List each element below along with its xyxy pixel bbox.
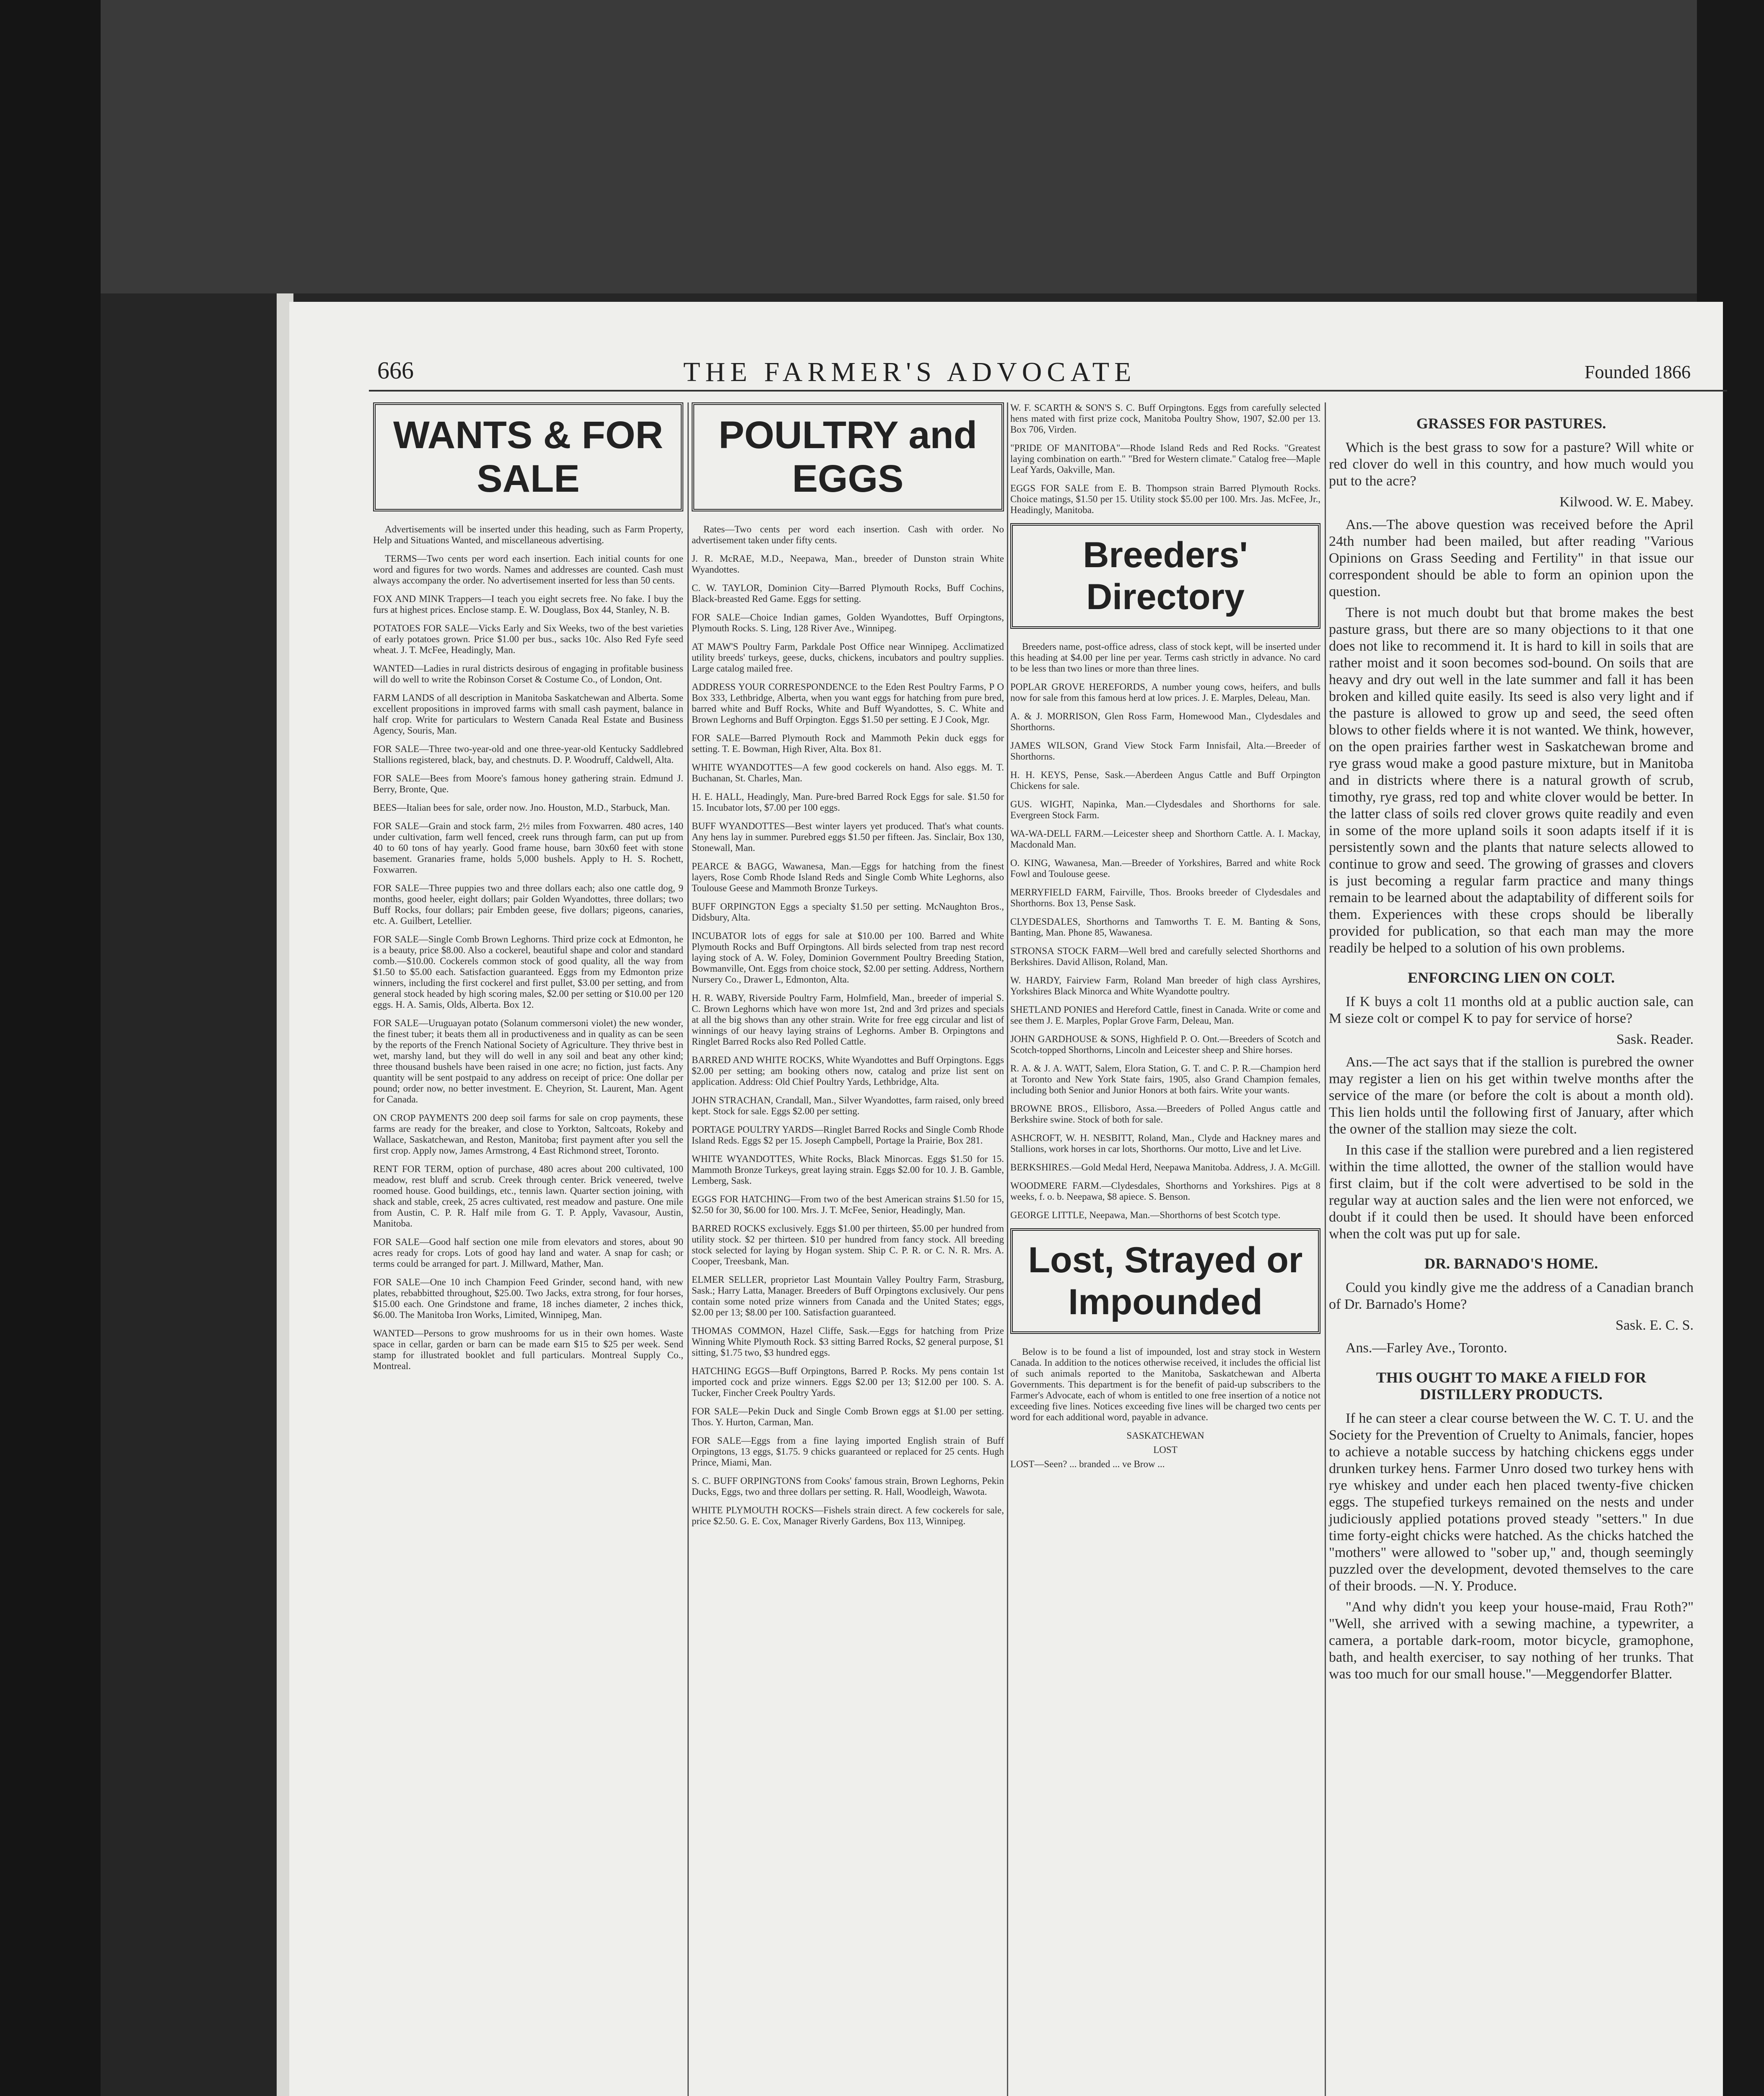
poultry-ad: C. W. TAYLOR, Dominion City—Barred Plymouth Rocks, Buff Cochins, Black-breasted Red Game. Eggs for setting.: [692, 583, 1004, 604]
breeder-card: A. & J. MORRISON, Glen Ross Farm, Homewood Man., Clydesdales and Shorthorns.: [1010, 711, 1320, 732]
lost-intro: Below is to be found a list of impounded, lost and stray stock in Western Canada. In addition to the notices otherwise received, it includes the official list of such animals reported to the Manitoba, Saskatchewan and Alberta Governments. This department is for the benefit of paid-up subscribers to the Farmer's Advocate, each of whom is entitled to one free insertion of a notice not exceeding five lines. Notices exceeding five lines will be charged two cents per word for each additional word, payable in advance.: [1010, 1346, 1320, 1422]
poultry-ad: EGGS FOR SALE from E. B. Thompson strain Barred Plymouth Rocks. Choice matings, $1.50 per 15. Utility stock $5.00 per 100. Mrs. Jas. McFee, Jr., Headingly, Manitoba.: [1010, 483, 1320, 515]
poultry-ad: "PRIDE OF MANITOBA"—Rhode Island Reds and Red Rocks. "Greatest laying combination on earth." "Bred for Western climate." Catalog free—Maple Leaf Yards, Oakville, Man.: [1010, 443, 1320, 475]
wants-intro: Advertisements will be inserted under this heading, such as Farm Property, Help and Situations Wanted, and miscellaneous advertising.: [373, 524, 683, 545]
answer-text: Ans.—Farley Ave., Toronto.: [1346, 1340, 1507, 1356]
breeder-card: BROWNE BROS., Ellisboro, Assa.—Breeders of Polled Angus cattle and Berkshire swine. Stock of both for sale.: [1010, 1103, 1320, 1125]
question-signature: Sask. Reader.: [1616, 1032, 1694, 1047]
breeder-card: MERRYFIELD FARM, Fairville, Thos. Brooks breeder of Clydesdales and Shorthorns. Box 13, Pense Sask.: [1010, 887, 1320, 908]
breeder-card: GUS. WIGHT, Napinka, Man.—Clydesdales and Shorthorns for sale. Evergreen Stock Farm.: [1010, 799, 1320, 820]
poultry-ad: WHITE WYANDOTTES, White Rocks, Black Minorcas. Eggs $1.50 for 15. Mammoth Bronze Turkeys, great laying strain. Eggs $2.00 for 10. J. B. Gamble, Lemberg, Sask.: [692, 1154, 1004, 1186]
breeder-card: R. A. & J. A. WATT, Salem, Elora Station, G. T. and C. P. R.—Champion herd at Toronto and New York State fairs, 1905, also Grand Champion females, including both Senior and Junior Honors at both fairs. Write your wants.: [1010, 1063, 1320, 1095]
masthead-title: THE FARMER'S ADVOCATE: [683, 357, 1136, 387]
qa-section: [1329, 969, 1694, 1243]
poultry-ad: BARRED AND WHITE ROCKS, White Wyandottes and Buff Orpingtons. Eggs $2.00 per setting; am booking others now, catalog and prize list sent on application. Address: Old Chief Poultry Yards, Lethbridge, Alta.: [692, 1055, 1004, 1087]
question-signature: Sask. E. C. S.: [1615, 1318, 1694, 1333]
wants-terms: TERMS—Two cents per word each insertion. Each initial counts for one word and figures for two words. Names and addresses are counted. Cash must always accompany the order. No advertisement inserted for less than 50 cents.: [373, 553, 683, 586]
qa-section: [1329, 1599, 1694, 1683]
classified-ad: POTATOES FOR SALE—Vicks Early and Six Weeks, two of the best varieties of early potatoes grown. Price $1.00 per bus., sacks 10c. Also Red Fyfe seed wheat. J. T. McFee, Headingly, Man.: [373, 623, 683, 655]
column-divider: [687, 402, 689, 2096]
poultry-eggs-heading: POULTRY and EGGS: [692, 402, 1004, 511]
section-title: ENFORCING LIEN ON COLT.: [1407, 969, 1615, 986]
classified-ad: WANTED—Persons to grow mushrooms for us in their own homes. Waste space in cellar, garden or barn can be made earn $15 to $25 per week. Send stamp for illustrated booklet and full particulars. Montreal Supply Co., Montreal.: [373, 1328, 683, 1371]
section-body: There is not much doubt but that brome makes the best pasture grass, but there are so many objections to it that one does not like to recommend it. It is hard to kill in soils that are rather moist and it soon becomes sod-bound. On soils that are heavy and dry out well in the late summer and fall it has been broken and killed quite easily. Its seed is also very light and if the pasture is allowed to grow up and seed, the seed often blows to other fields where it is not wanted. We think, however, on the open prairies farther west in Saskatchewan brome and rye grass woud make a good pasture mixture, but in Manitoba and in districts where there is a natural growth of scrub, timothy, rye grass, red top and white clover would be better. In the latter class of soils red clover grows quite readily and even in some of the more upland soils it soon adapts itself if it is persistently sown and the plants that nature selects allowed to continue to grow and seed. The growing of grasses and clovers is just becoming a regular farm practice and many things remain to be learned about the adaptability of different soils for them. Experiences with these crops should be liberally provided for publication, so that each man may the more readily be helped to a solution of his own problems.: [1329, 605, 1694, 956]
breeder-card: WA-WA-DELL FARM.—Leicester sheep and Shorthorn Cattle. A. I. Mackay, Macdonald Man.: [1010, 828, 1320, 850]
column-questions-answers: [1329, 402, 1694, 1687]
poultry-ad: ADDRESS YOUR CORRESPONDENCE to the Eden Rest Poultry Farms, P O Box 333, Lethbridge, Alberta, when you want eggs for hatching from pure bred, barred white and Buff Rocks, White and Buff Wyandottes, S. C. White and Brown Leghorns and Buff Orpington. Eggs $1.50 per setting. E J Cook, Mgr.: [692, 682, 1004, 725]
classified-ad: FOR SALE—Grain and stock farm, 2½ miles from Foxwarren. 480 acres, 140 under cultivation, farm well fenced, creek runs through farm, can put up from 40 to 60 tons of hay yearly. Good frame house, barn 30x60 feet with stone basement. Granaries frame, holds 5,000 bushels. Apply to H. S. Rochett, Foxwarren.: [373, 821, 683, 875]
qa-section-list: [1329, 415, 1694, 1683]
breeder-card: O. KING, Wawanesa, Man.—Breeder of Yorkshires, Barred and white Rock Fowl and Toulouse geese.: [1010, 858, 1320, 879]
poultry-ad: BUFF WYANDOTTES—Best winter layers yet produced. That's what counts. Any hens lay in summer. Purebred eggs $1.50 per fifteen. Jas. Sinclair, Box 130, Stonewall, Man.: [692, 821, 1004, 853]
section-body: If he can steer a clear course between the W. C. T. U. and the Society for the Prevention of Cruelty to Animals, fancier, hopes to achieve a notable success by hatching chickens eggs under drunken turkey hens. Farmer Unro dosed two turkey hens with rye whiskey and under each hen placed twenty-five chicken eggs. The stupefied turkeys remained on the nests and under judiciously applied potations proved steady "setters." In due time forty-eight chicks were hatched. As the chicks hatched the "mothers" were allowed to "sober up," and, though seemingly puzzled over the development, devoted themselves to the care of their broods. —N. Y. Produce.: [1329, 1411, 1694, 1594]
classified-ad: ON CROP PAYMENTS 200 deep soil farms for sale on crop payments, these farms are ready for the breaker, and close to Yorkton, Saltcoats, Rokeby and Wallace, Saskatchewan, and Reston, Manitoba; first payment after you sell the first crop. Apply now, James Armstrong, 4 East Richmond street, Toronto.: [373, 1113, 683, 1156]
breeders-directory-heading: Breeders' Directory: [1010, 523, 1320, 629]
poultry-ad: PORTAGE POULTRY YARDS—Ringlet Barred Rocks and Single Comb Rhode Island Reds. Eggs $2 per 15. Joseph Campbell, Portage la Prairie, Box 281.: [692, 1124, 1004, 1146]
poultry-ad: J. R. McRAE, M.D., Neepawa, Man., breeder of Dunston strain White Wyandottes.: [692, 553, 1004, 575]
poultry-ad-list-continued: [1010, 402, 1320, 516]
poultry-ad: PEARCE & BAGG, Wawanesa, Man.—Eggs for hatching from the finest layers, Rose Comb Rhode Island Reds and Single Comb White Leghorns, also Toulouse Geese and Mammoth Bronze Turkeys.: [692, 861, 1004, 893]
breeder-card: JAMES WILSON, Grand View Stock Farm Innisfail, Alta.—Breeder of Shorthorns.: [1010, 740, 1320, 762]
poultry-ad: JOHN STRACHAN, Crandall, Man., Silver Wyandottes, farm raised, only breed kept. Stock for sale. Eggs $2.00 per setting.: [692, 1095, 1004, 1116]
breeder-card: JOHN GARDHOUSE & SONS, Highfield P. O. Ont.—Breeders of Scotch and Scotch-topped Shorthorns, Lincoln and Leicester sheep and Shire horses.: [1010, 1034, 1320, 1055]
scan-background-top: [101, 0, 1697, 293]
poultry-ad: INCUBATOR lots of eggs for sale at $10.00 per 100. Barred and White Plymouth Rocks and Buff Orpingtons. All birds selected from trap nest record laying stock of A. W. Foley, Dominion Government Poultry Breeding Station, Bowmanville, Ont. Eggs from choice stock, $2.00 per setting. Address, Northern Nursery Co., Drawer L, Edmonton, Alta.: [692, 931, 1004, 985]
column-poultry-eggs: [692, 402, 1004, 1534]
column-divider: [1325, 402, 1326, 2096]
header-rule: [369, 390, 1727, 392]
question-text: Which is the best grass to sow for a pasture? Will white or red clover do well in this country, and how much would you put to the acre?: [1329, 440, 1694, 489]
poultry-ad: WHITE WYANDOTTES—A few good cockerels on hand. Also eggs. M. T. Buchanan, St. Charles, Man.: [692, 762, 1004, 783]
question-text: Could you kindly give me the address of a Canadian branch of Dr. Barnado's Home?: [1329, 1280, 1694, 1312]
section-body: In this case if the stallion were purebred and a lien registered within the time allotted, the owner of the stallion would have first claim, but if the colt were advertised to be sold in the regular way at auction sales and the lien were not enforced, we doubt if it could then be used. It should have been enforced when the colt was put up for sale.: [1329, 1142, 1694, 1242]
answer-text: Ans.—The act says that if the stallion is purebred the owner may register a lien on his get within twelve months after the service of the mare (or before the colt is about a month old). This lien holds until the following first of January, after which the owner of the stallion may sieze the colt.: [1329, 1054, 1694, 1137]
wants-ad-list: [373, 594, 683, 1372]
founded-label: Founded 1866: [1585, 362, 1691, 382]
answer-text: Ans.—The above question was received before the April 24th number had been mailed, but after reading "Various Opinions on Grass Seeding and Fertility" in that issue our correspondent should be able to form an opinion upon the question.: [1329, 517, 1694, 599]
classified-ad: FOR SALE—Bees from Moore's famous honey gathering strain. Edmund J. Berry, Bronte, Que.: [373, 773, 683, 794]
breeder-card: GEORGE LITTLE, Neepawa, Man.—Shorthorns of best Scotch type.: [1010, 1210, 1281, 1220]
section-body: "And why didn't you keep your house-maid, Frau Roth?" "Well, she arrived with a sewing machine, a typewriter, a camera, a portable dark-room, motor bicycle, gramophone, bath, and health exerciser, to say nothing of her trunks. That was too much for our small house."—Meggendorfer Blatter.: [1329, 1599, 1694, 1682]
question-signature: Kilwood. W. E. Mabey.: [1559, 494, 1694, 510]
breeder-card: BERKSHIRES.—Gold Medal Herd, Neepawa Manitoba. Address, J. A. McGill.: [1010, 1162, 1320, 1173]
breeder-card: W. HARDY, Fairview Farm, Roland Man breeder of high class Ayrshires, Yorkshires Black Minorca and White Wyandotte poultry.: [1010, 975, 1320, 996]
classified-ad: FOR SALE—One 10 inch Champion Feed Grinder, second hand, with new plates, rebabbitted throughout, $25.00. Two Jacks, extra strong, for four horses, $15.00 each. One Grindstone and frame, 18 inches diameter, 2 inches thick, $6.00. The Manitoba Iron Works, Limited, Winnipeg, Man.: [373, 1277, 683, 1320]
qa-section: [1329, 415, 1694, 957]
classified-ad: FOR SALE—Single Comb Brown Leghorns. Third prize cock at Edmonton, he is a beauty, price $8.00. Also a cockerel, beautiful shape and color and standard comb.—$10.00. Cockerels common stock of good quality, all the way from $1.50 to $5.00 each. Satisfaction guaranteed. Eggs from my Edmonton prize winners, including the first cockerel and first pullet, $3.00 per setting, and from general stock headed by high scoring males, $2.00 per setting or $10.00 per 120 eggs. H. A. Samis, Olds, Alberta. Box 12.: [373, 934, 683, 1010]
lost-strayed-heading: Lost, Strayed or Impounded: [1010, 1228, 1320, 1334]
section-title: DR. BARNADO'S HOME.: [1424, 1255, 1598, 1272]
scan-border-left: [0, 0, 101, 2096]
classified-ad: FOR SALE—Three puppies two and three dollars each; also one cattle dog, 9 months, good heeler, eight dollars; pair Golden Wyandottes, three dollars; two Buff Rocks, four dollars; pair Embden geese, five dollars; pigeons, canaries, etc. A. Guilbert, Letellier.: [373, 883, 683, 926]
wants-for-sale-heading: WANTS & FOR SALE: [373, 402, 683, 511]
column-wants-for-sale: [373, 402, 683, 1379]
poultry-rates: Rates—Two cents per word each insertion. Cash with order. No advertisement taken under fifty cents.: [692, 524, 1004, 545]
poultry-ad: WHITE PLYMOUTH ROCKS—Fishels strain direct. A few cockerels for sale, price $2.50. G. E. Cox, Manager Riverly Gardens, Box 113, Winnipeg.: [692, 1505, 1004, 1526]
classified-ad: BEES—Italian bees for sale, order now. Jno. Houston, M.D., Starbuck, Man.: [373, 802, 670, 813]
lost-region: SASKATCHEWAN: [1126, 1430, 1204, 1441]
poultry-ad: HATCHING EGGS—Buff Orpingtons, Barred P. Rocks. My pens contain 1st imported cock and prize winners. Eggs $2.00 per 13; $12.00 per 100. S. A. Tucker, Fincher Creek Poultry Yards.: [692, 1366, 1004, 1398]
poultry-ad: FOR SALE—Choice Indian games, Golden Wyandottes, Buff Orpingtons, Plymouth Rocks. S. Ling, 128 River Ave., Winnipeg.: [692, 612, 1004, 633]
qa-section: [1329, 1369, 1694, 1595]
lost-subheading: LOST: [1153, 1445, 1178, 1455]
classified-ad: RENT FOR TERM, option of purchase, 480 acres about 200 cultivated, 100 meadow, rest bluff and scrub. Creek through center. Brick veneered, twelve roomed house. Good buildings, etc., tennis lawn. Quarter section joining, with shack and stable, creek, 25 acres cultivated, rest meadow and pasture. One mile from Austin, C. P. R. Half mile from G. T. P. Apply, Vavasour, Austin, Manitoba.: [373, 1164, 683, 1229]
breeder-card: CLYDESDALES, Shorthorns and Tamworths T. E. M. Banting & Sons, Banting, Man. Phone 85, Wawanesa.: [1010, 916, 1320, 938]
poultry-ad-list: [692, 553, 1004, 1527]
classified-ad: FOR SALE—Three two-year-old and one three-year-old Kentucky Saddlebred Stallions registered, black, bay, and chestnuts. D. P. Woodruff, Caldwell, Alta.: [373, 744, 683, 765]
poultry-ad: EGGS FOR HATCHING—From two of the best American strains $1.50 for 15, $2.50 for 30, $6.00 for 100. Mrs. J. T. McFee, Senior, Headingly, Man.: [692, 1194, 1004, 1215]
column-divider: [1007, 402, 1008, 2096]
classified-ad: FOX AND MINK Trappers—I teach you eight secrets free. No fake. I buy the furs at highest prices. Enclose stamp. E. W. Douglass, Box 44, Stanley, N. B.: [373, 594, 683, 615]
classified-ad: FOR SALE—Uruguayan potato (Solanum commersoni violet) the new wonder, the finest tuber; it beats them all in productiveness and in quality as can be seen by the reports of the French National Society of Agriculture. They thrive best in wet, marshy land, but they will do well in any soil and beat any other kind; three thousand bushels have been raised in one acre; no fiction, just facts. Any quantity will be sent postpaid to any address on receipt of price: One dollar per pound; order now, no better investment. E. Cheyrion, St. Laurent, Man. Agent for Canada.: [373, 1018, 683, 1105]
poultry-ad: H. E. HALL, Headingly, Man. Pure-bred Barred Rock Eggs for sale. $1.50 for 15. Incubator lots, $7.00 per 100 eggs.: [692, 791, 1004, 813]
section-title: THIS OUGHT TO MAKE A FIELD FOR DISTILLERY PRODUCTS.: [1376, 1369, 1647, 1403]
breeders-ad-list: [1010, 682, 1320, 1221]
breeder-card: STRONSA STOCK FARM—Well bred and carefully selected Shorthorns and Berkshires. David Allison, Roland, Man.: [1010, 946, 1320, 967]
poultry-ad: FOR SALE—Eggs from a fine laying imported English strain of Buff Orpingtons, 13 eggs, $1.75. 9 chicks guaranteed or replaced for 25 cents. Hugh Prince, Miami, Man.: [692, 1435, 1004, 1468]
classified-ad: WANTED—Ladies in rural districts desirous of engaging in profitable business will do well to write the Robinson Corset & Costume Co., of London, Ont.: [373, 663, 683, 685]
lost-entry: LOST—Seen? ... branded ... ve Brow ...: [1010, 1459, 1165, 1469]
poultry-ad: FOR SALE—Barred Plymouth Rock and Mammoth Pekin duck eggs for setting. T. E. Bowman, High River, Alta. Box 81.: [692, 733, 1004, 754]
poultry-ad: AT MAW'S Poultry Farm, Parkdale Post Office near Winnipeg. Acclimatized utility breeds' turkeys, geese, ducks, chickens, incubators and poultry supplies. Large catalog mailed free.: [692, 641, 1004, 674]
poultry-ad: BUFF ORPINGTON Eggs a specialty $1.50 per setting. McNaughton Bros., Didsbury, Alta.: [692, 901, 1004, 923]
column-breeders: [1010, 402, 1320, 1477]
breeder-card: H. H. KEYS, Pense, Sask.—Aberdeen Angus Cattle and Buff Orpington Chickens for sale.: [1010, 770, 1320, 791]
qa-section: [1329, 1255, 1694, 1357]
breeder-card: SHETLAND PONIES and Hereford Cattle, finest in Canada. Write or come and see them J. E. Marples, Poplar Grove Farm, Deleau, Man.: [1010, 1004, 1320, 1026]
poultry-ad: H. R. WABY, Riverside Poultry Farm, Holmfield, Man., breeder of imperial S. C. Brown Leghorns which have won more 1st, 2nd and 3rd prizes and specials at all the big shows than any other strain. Write for free egg circular and list of winnings of our heavy laying strains of Leghorns. Amber B. Orpingtons and Ringlet Barred Rocks also Red Polled Cattle.: [692, 993, 1004, 1047]
question-text: If K buys a colt 11 months old at a public auction sale, can M sieze colt or compel K to pay for service of horse?: [1329, 994, 1694, 1026]
breeder-card: WOODMERE FARM.—Clydesdales, Shorthorns and Yorkshires. Pigs at 8 weeks, f. o. b. Neepawa, $8 apiece. S. Benson.: [1010, 1180, 1320, 1202]
poultry-ad: W. F. SCARTH & SON'S S. C. Buff Orpingtons. Eggs from carefully selected hens mated with first prize cock, Manitoba Poultry Show, 1907, $2.00 per 13. Box 706, Virden.: [1010, 402, 1320, 435]
classified-ad: FOR SALE—Good half section one mile from elevators and stores, about 90 acres ready for crops. Lots of good hay land and water. A snap for cash; or terms could be arranged for part. J. Millward, Mather, Man.: [373, 1237, 683, 1269]
classified-ad: FARM LANDS of all description in Manitoba Saskatchewan and Alberta. Some excellent propositions in improved farms with small cash payment, balance in half crop. Write for particulars to Western Canada Real Estate and Business Agency, Souris, Man.: [373, 693, 683, 736]
poultry-ad: BARRED ROCKS exclusively. Eggs $1.00 per thirteen, $5.00 per hundred from utility stock. $2 per thirteen. $10 per hundred from fancy stock. All breeding stock selected for laying by Hogan system. Ship C. P. R. or C. N. R. Mrs. A. Cooper, Treesbank, Man.: [692, 1223, 1004, 1266]
poultry-ad: THOMAS COMMON, Hazel Cliffe, Sask.—Eggs for hatching from Prize Winning White Plymouth Rock. $3 sitting Barred Rocks, $2 general purpose, $1 sitting, $1.75 two, $3 hundred eggs.: [692, 1326, 1004, 1358]
poultry-ad: ELMER SELLER, proprietor Last Mountain Valley Poultry Farm, Strasburg, Sask.; Harry Latta, Manager. Breeders of Buff Orpingtons exclusively. Our pens contain some noted prize winners from Canada and the United States; eggs, $2.00 per 13; $8.00 per 100. Satisfaction guaranteed.: [692, 1274, 1004, 1318]
section-title: GRASSES FOR PASTURES.: [1416, 415, 1606, 432]
poultry-ad: S. C. BUFF ORPINGTONS from Cooks' famous strain, Brown Leghorns, Pekin Ducks, Eggs, two and three dollars per setting. R. Hall, Woodleigh, Wawota.: [692, 1476, 1004, 1497]
page-number: 666: [377, 357, 414, 384]
breeders-intro: Breeders name, post-office adress, class of stock kept, will be inserted under this heading at $4.00 per line per year. Terms cash strictly in advance. No card to be less than two lines or more than three lines.: [1010, 641, 1320, 674]
breeder-card: ASHCROFT, W. H. NESBITT, Roland, Man., Clyde and Hackney mares and Stallions, work horses in car lots, Shorthorns. Our motto, Live and let Live.: [1010, 1133, 1320, 1154]
page-header: [327, 356, 1727, 390]
breeder-card: POPLAR GROVE HEREFORDS, A number young cows, heifers, and bulls now for sale from this famous herd at low prices. J. E. Marples, Deleau, Man.: [1010, 682, 1320, 703]
poultry-ad: FOR SALE—Pekin Duck and Single Comb Brown eggs at $1.00 per setting. Thos. Y. Hurton, Carman, Man.: [692, 1406, 1004, 1427]
